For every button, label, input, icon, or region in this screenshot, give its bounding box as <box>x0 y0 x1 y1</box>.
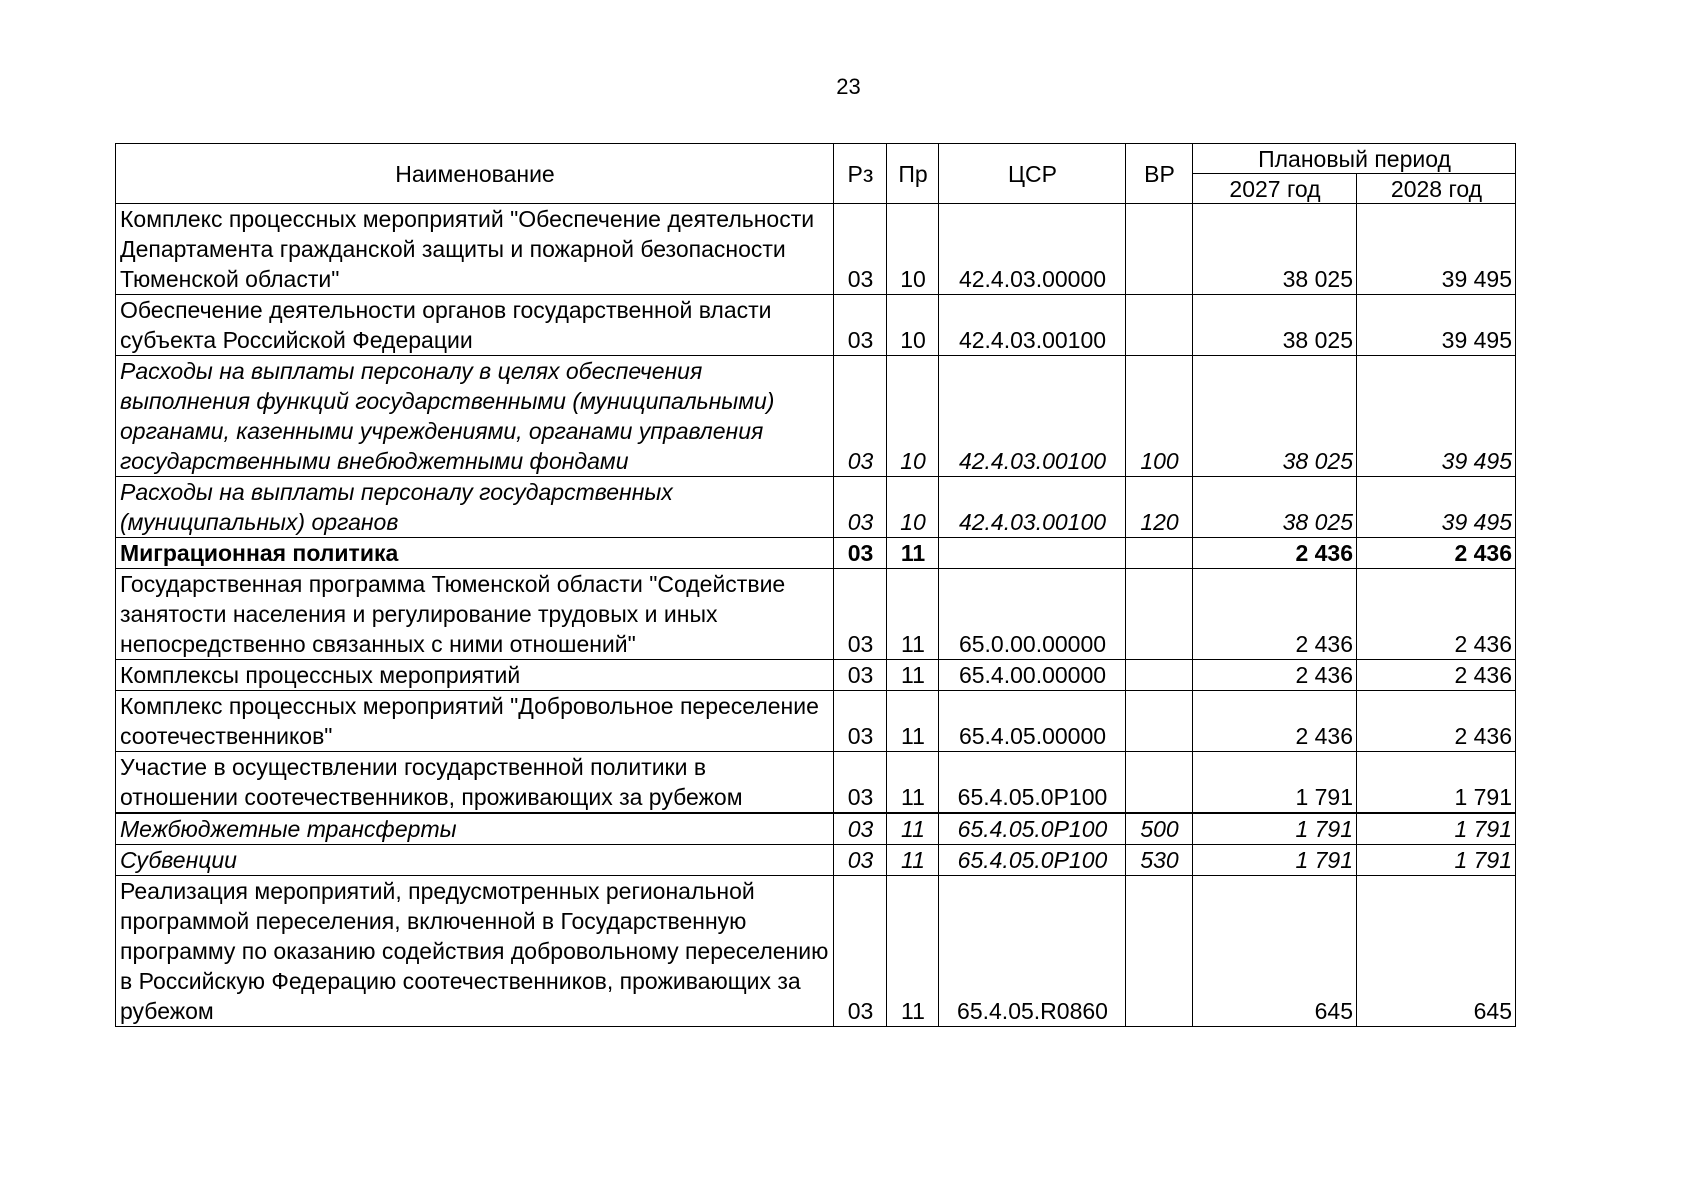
cell-rz: 03 <box>834 295 887 356</box>
cell-vr <box>1126 691 1193 752</box>
cell-csr: 42.4.03.00000 <box>939 204 1126 295</box>
table-row <box>116 813 1516 845</box>
cell-name: Участие в осуществлении государственной политики в отношении соотечественников, проживающих за рубежом <box>116 752 834 814</box>
cell-2027: 2 436 <box>1193 660 1357 691</box>
table-row <box>116 752 1516 814</box>
cell-rz: 03 <box>834 660 887 691</box>
cell-pr: 11 <box>887 845 939 876</box>
cell-rz: 03 <box>834 813 887 845</box>
cell-2028: 1 791 <box>1357 752 1516 814</box>
cell-csr: 65.0.00.00000 <box>939 569 1126 660</box>
cell-rz: 03 <box>834 876 887 1027</box>
cell-name: Обеспечение деятельности органов государственной власти субъекта Российской Федерации <box>116 295 834 356</box>
cell-2028: 39 495 <box>1357 477 1516 538</box>
cell-csr: 65.4.00.00000 <box>939 660 1126 691</box>
cell-vr: 100 <box>1126 356 1193 477</box>
table-header <box>116 144 1516 204</box>
cell-2028: 1 791 <box>1357 813 1516 845</box>
cell-name: Расходы на выплаты персоналу в целях обеспечения выполнения функций государственными (муниципальными) органами, казенными учреждениями, органами управления государственными внебюджетными фондами <box>116 356 834 477</box>
cell-vr <box>1126 295 1193 356</box>
header-csr: ЦСР <box>939 144 1126 204</box>
page-number: 23 <box>836 74 861 99</box>
cell-2027: 38 025 <box>1193 204 1357 295</box>
cell-vr <box>1126 569 1193 660</box>
cell-csr: 65.4.05.0Р100 <box>939 845 1126 876</box>
cell-name: Миграционная политика <box>116 538 834 569</box>
cell-2028: 1 791 <box>1357 845 1516 876</box>
cell-2028: 2 436 <box>1357 538 1516 569</box>
cell-pr: 11 <box>887 569 939 660</box>
cell-csr: 42.4.03.00100 <box>939 356 1126 477</box>
cell-2028: 2 436 <box>1357 691 1516 752</box>
cell-vr: 500 <box>1126 813 1193 845</box>
cell-2027: 2 436 <box>1193 538 1357 569</box>
cell-csr: 65.4.05.R0860 <box>939 876 1126 1027</box>
cell-vr <box>1126 538 1193 569</box>
table-row <box>116 356 1516 477</box>
cell-name: Расходы на выплаты персоналу государственных (муниципальных) органов <box>116 477 834 538</box>
header-year-2028: 2028 год <box>1357 174 1516 204</box>
cell-2027: 38 025 <box>1193 477 1357 538</box>
cell-name: Комплексы процессных мероприятий <box>116 660 834 691</box>
cell-pr: 10 <box>887 477 939 538</box>
cell-2028: 645 <box>1357 876 1516 1027</box>
cell-rz: 03 <box>834 477 887 538</box>
cell-name: Комплекс процессных мероприятий "Добровольное переселение соотечественников" <box>116 691 834 752</box>
cell-2027: 645 <box>1193 876 1357 1027</box>
cell-pr: 11 <box>887 660 939 691</box>
cell-name: Реализация мероприятий, предусмотренных региональной программой переселения, включенной в Государственную программу по оказанию содействия добровольному переселению в Российскую Федерацию соотечественников, проживающих за рубежом <box>116 876 834 1027</box>
cell-name: Государственная программа Тюменской области "Содействие занятости населения и регулирование трудовых и иных непосредственно связанных с ними отношений" <box>116 569 834 660</box>
cell-rz: 03 <box>834 691 887 752</box>
cell-2028: 2 436 <box>1357 569 1516 660</box>
header-year-2027: 2027 год <box>1193 174 1357 204</box>
cell-pr: 11 <box>887 691 939 752</box>
cell-2027: 1 791 <box>1193 845 1357 876</box>
table-row <box>116 845 1516 876</box>
cell-2028: 39 495 <box>1357 356 1516 477</box>
cell-name: Комплекс процессных мероприятий "Обеспечение деятельности Департамента гражданской защиты и пожарной безопасности Тюменской области" <box>116 204 834 295</box>
cell-2027: 2 436 <box>1193 569 1357 660</box>
cell-2027: 2 436 <box>1193 691 1357 752</box>
cell-vr: 530 <box>1126 845 1193 876</box>
cell-vr <box>1126 876 1193 1027</box>
header-pr: Пр <box>887 144 939 204</box>
cell-csr: 65.4.05.00000 <box>939 691 1126 752</box>
cell-pr: 11 <box>887 752 939 814</box>
cell-pr: 11 <box>887 538 939 569</box>
cell-2027: 1 791 <box>1193 813 1357 845</box>
table-row <box>116 204 1516 295</box>
cell-csr <box>939 538 1126 569</box>
table-body <box>116 204 1516 1027</box>
cell-pr: 10 <box>887 295 939 356</box>
cell-pr: 10 <box>887 356 939 477</box>
table-row <box>116 876 1516 1027</box>
table-row <box>116 538 1516 569</box>
cell-rz: 03 <box>834 538 887 569</box>
header-vr: ВР <box>1126 144 1193 204</box>
cell-vr: 120 <box>1126 477 1193 538</box>
cell-2028: 39 495 <box>1357 295 1516 356</box>
cell-2028: 2 436 <box>1357 660 1516 691</box>
cell-rz: 03 <box>834 569 887 660</box>
cell-vr <box>1126 752 1193 814</box>
cell-rz: 03 <box>834 845 887 876</box>
cell-pr: 11 <box>887 813 939 845</box>
cell-name: Межбюджетные трансферты <box>116 813 834 845</box>
cell-rz: 03 <box>834 204 887 295</box>
cell-csr: 42.4.03.00100 <box>939 477 1126 538</box>
table-row <box>116 295 1516 356</box>
cell-pr: 11 <box>887 876 939 1027</box>
cell-2027: 1 791 <box>1193 752 1357 814</box>
cell-2027: 38 025 <box>1193 356 1357 477</box>
cell-vr <box>1126 660 1193 691</box>
cell-rz: 03 <box>834 356 887 477</box>
cell-csr: 65.4.05.0Р100 <box>939 813 1126 845</box>
table-row <box>116 660 1516 691</box>
header-rz: Рз <box>834 144 887 204</box>
cell-name: Субвенции <box>116 845 834 876</box>
cell-csr: 42.4.03.00100 <box>939 295 1126 356</box>
cell-2027: 38 025 <box>1193 295 1357 356</box>
cell-vr <box>1126 204 1193 295</box>
cell-csr: 65.4.05.0Р100 <box>939 752 1126 814</box>
header-name: Наименование <box>116 144 834 204</box>
cell-2028: 39 495 <box>1357 204 1516 295</box>
table-row <box>116 691 1516 752</box>
table-row <box>116 477 1516 538</box>
header-planned-period: Плановый период <box>1193 144 1516 174</box>
table-row <box>116 569 1516 660</box>
cell-pr: 10 <box>887 204 939 295</box>
cell-rz: 03 <box>834 752 887 814</box>
budget-table <box>115 143 1516 1027</box>
